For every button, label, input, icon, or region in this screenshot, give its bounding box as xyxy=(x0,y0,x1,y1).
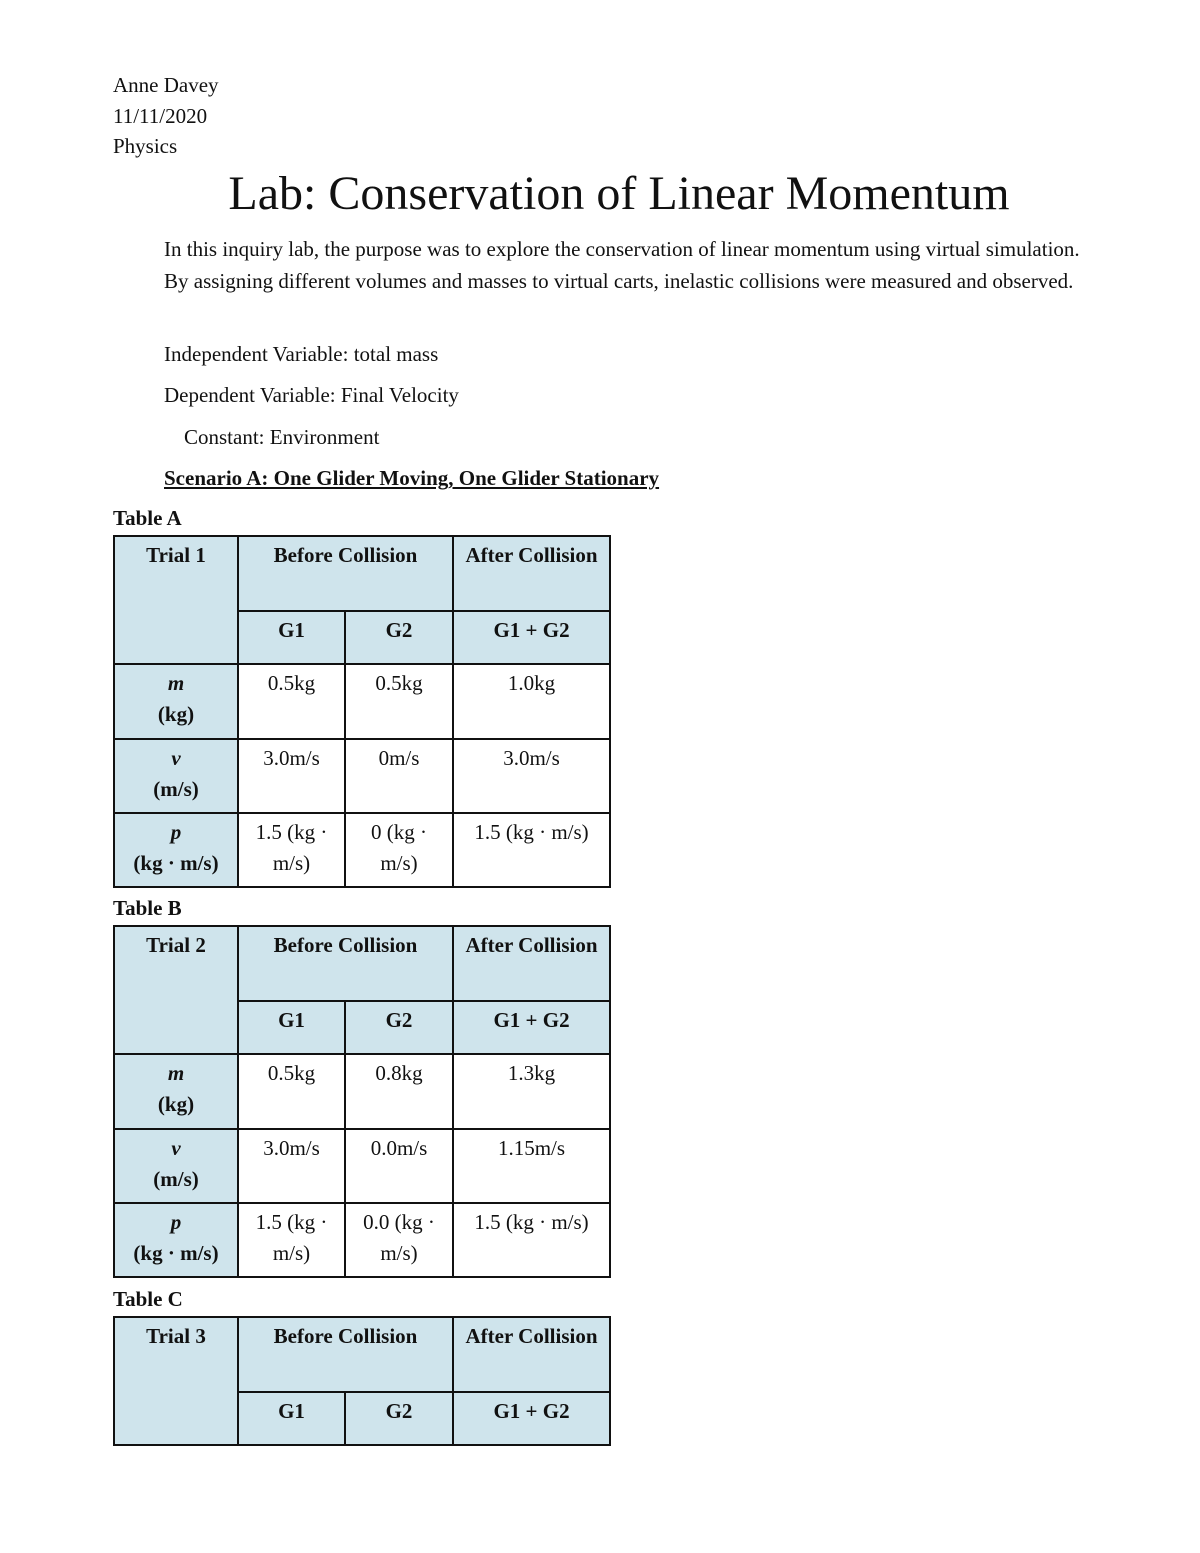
mass-g1-cell: 0.5kg xyxy=(238,1054,345,1129)
momentum-row-label: p (kg · m/s) xyxy=(114,813,238,887)
momentum-total-cell: 1.5 (kg · m/s) xyxy=(453,1203,610,1277)
g2-header: G2 xyxy=(345,611,453,664)
mass-g2-cell: 0.8kg xyxy=(345,1054,453,1129)
velocity-g1-cell: 3.0m/s xyxy=(238,739,345,813)
mass-row-label: m (kg) xyxy=(114,1054,238,1129)
velocity-row-label: v (m/s) xyxy=(114,739,238,813)
table-caption: Table A xyxy=(113,506,182,530)
subject: Physics xyxy=(113,134,178,158)
constant-variable: Constant: Environment xyxy=(184,425,380,449)
momentum-row-label: p (kg · m/s) xyxy=(114,1203,238,1277)
momentum-g1-cell: 1.5 (kg · m/s) xyxy=(238,1203,345,1277)
momentum-g1-cell: 1.5 (kg · m/s) xyxy=(238,813,345,887)
scenario-heading: Scenario A: One Glider Moving, One Glider Stationary xyxy=(164,466,660,490)
momentum-g2-cell: 0 (kg · m/s) xyxy=(345,813,453,887)
mass-total-cell: 1.3kg xyxy=(453,1054,610,1129)
intro-paragraph: In this inquiry lab, the purpose was to explore the conservation of linear momentum using virtual simulation. By assigning different volumes and masses to virtual carts, inelastic collisions were measured and observed. xyxy=(164,237,1080,293)
trial-label: Trial 1 xyxy=(114,536,238,664)
table-row xyxy=(114,1129,610,1203)
table-caption: Table C xyxy=(113,1287,183,1311)
mass-g2-cell: 0.5kg xyxy=(345,664,453,739)
velocity-final-cell: 3.0m/s xyxy=(453,739,610,813)
after-collision-header: After Collision xyxy=(453,926,610,1001)
report-date: 11/11/2020 xyxy=(113,103,208,128)
velocity-final-cell: 1.15m/s xyxy=(453,1129,610,1203)
g1-g2-header: G1 + G2 xyxy=(453,1001,610,1054)
after-collision-header: After Collision xyxy=(453,536,610,611)
g1-header: G1 xyxy=(238,611,345,664)
table-row xyxy=(114,813,610,887)
table-header-row xyxy=(114,1317,610,1392)
data-table-c xyxy=(113,1316,611,1446)
independent-variable: Independent Variable: total mass xyxy=(164,342,439,366)
table-header-row xyxy=(114,926,610,1001)
trial-label: Trial 3 xyxy=(114,1317,238,1445)
data-table-b xyxy=(113,925,611,1278)
before-collision-header: Before Collision xyxy=(238,536,453,611)
g2-header: G2 xyxy=(345,1392,453,1445)
g1-g2-header: G1 + G2 xyxy=(453,611,610,664)
author-name: Anne Davey xyxy=(113,73,219,97)
lab-title: Lab: Conservation of Linear Momentum xyxy=(228,167,1010,220)
mass-row-label: m (kg) xyxy=(114,664,238,739)
velocity-g2-cell: 0.0m/s xyxy=(345,1129,453,1203)
mass-total-cell: 1.0kg xyxy=(453,664,610,739)
g1-header: G1 xyxy=(238,1392,345,1445)
g1-g2-header: G1 + G2 xyxy=(453,1392,610,1445)
table-row xyxy=(114,739,610,813)
before-collision-header: Before Collision xyxy=(238,926,453,1001)
data-table-a xyxy=(113,535,611,888)
velocity-g2-cell: 0m/s xyxy=(345,739,453,813)
table-row xyxy=(114,1054,610,1129)
after-collision-header: After Collision xyxy=(453,1317,610,1392)
before-collision-header: Before Collision xyxy=(238,1317,453,1392)
mass-g1-cell: 0.5kg xyxy=(238,664,345,739)
g1-header: G1 xyxy=(238,1001,345,1054)
table-row xyxy=(114,664,610,739)
momentum-total-cell: 1.5 (kg · m/s) xyxy=(453,813,610,887)
table-header-row xyxy=(114,536,610,611)
g2-header: G2 xyxy=(345,1001,453,1054)
table-row xyxy=(114,1203,610,1277)
dependent-variable: Dependent Variable: Final Velocity xyxy=(164,383,459,407)
momentum-g2-cell: 0.0 (kg · m/s) xyxy=(345,1203,453,1277)
trial-label: Trial 2 xyxy=(114,926,238,1054)
velocity-row-label: v (m/s) xyxy=(114,1129,238,1203)
author-header xyxy=(113,70,219,162)
table-caption: Table B xyxy=(113,896,182,920)
velocity-g1-cell: 3.0m/s xyxy=(238,1129,345,1203)
